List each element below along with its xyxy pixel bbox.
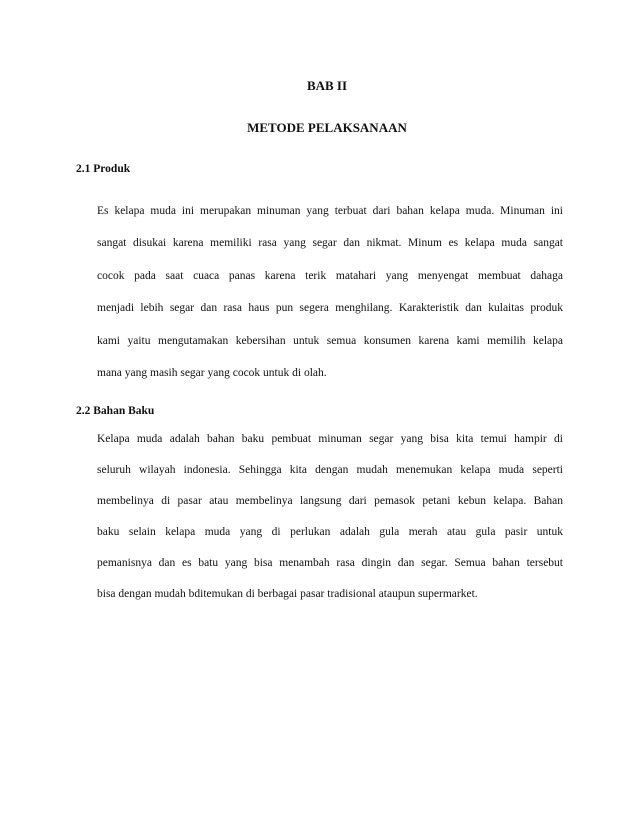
paragraph-line: membelinya di pasar atau membelinya langsung dari pemasok petani kebun kelapa. Bahan — [97, 495, 563, 507]
paragraph-line: menjadi lebih segar dan rasa haus pun segera menghilang. Karakteristik dan kulaitas produk — [97, 302, 563, 314]
chapter-title-text: METODE PELAKSANAAN — [247, 120, 407, 135]
paragraph-line: bisa dengan mudah bditemukan di berbagai pasar tradisional ataupun supermarket. — [97, 588, 478, 600]
paragraph-line: mana yang masih segar yang cocok untuk di olah. — [97, 367, 327, 379]
paragraph-line: baku selain kelapa muda yang di perlukan adalah gula merah atau gula pasir untuk — [97, 526, 563, 538]
paragraph-line: cocok pada saat cuaca panas karena terik matahari yang menyengat membuat dahaga — [97, 270, 563, 282]
section-heading-produk: 2.1 Produk — [76, 163, 131, 175]
paragraph-line: Es kelapa muda ini merupakan minuman yang terbuat dari bahan kelapa muda. Minuman ini — [97, 205, 563, 217]
paragraph-line: Kelapa muda adalah bahan baku pembuat minuman segar yang bisa kita temui hampir di — [97, 433, 563, 445]
paragraph-line: pemanisnya dan es batu yang bisa menambah rasa dingin dan segar. Semua bahan tersebut — [97, 557, 563, 569]
paragraph-line: seluruh wilayah indonesia. Sehingga kita dengan mudah menemukan kelapa muda seperti — [97, 464, 563, 476]
paragraph-line: kami yaitu mengutamakan kebersihan untuk semua konsumen karena kami memilih kelapa — [97, 335, 563, 347]
chapter-number-text: BAB II — [306, 78, 348, 93]
paragraph-line: sangat disukai karena memiliki rasa yang segar dan nikmat. Minum es kelapa muda sangat — [97, 237, 563, 249]
chapter-number — [0, 78, 638, 94]
section-heading-bahan-baku: 2.2 Bahan Baku — [76, 405, 155, 417]
chapter-title — [0, 120, 638, 136]
